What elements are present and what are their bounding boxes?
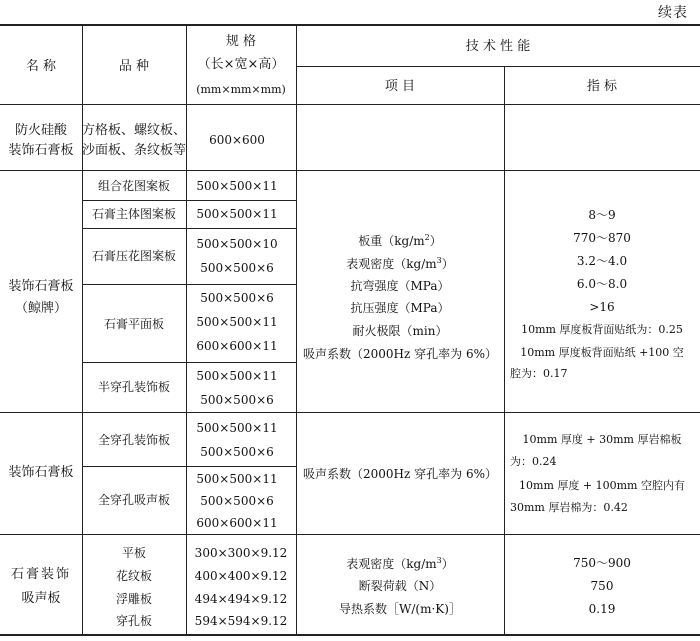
continued-label: 续表 [658, 5, 688, 21]
header-name: 名 称 [25, 59, 57, 74]
whale-spec: 600×600×11 [196, 339, 278, 353]
deco-index: 10mm 厚度 + 30mm 厚岩棉板 [522, 433, 682, 446]
whale-item: 吸声系数（2000Hz 穿孔率为 6%） [303, 347, 497, 361]
whale-spec: 500×500×6 [200, 261, 274, 275]
absorb-item-sup: 3 [436, 556, 442, 565]
absorb-variety: 花纹板 [115, 569, 153, 583]
deco-item: 吸声系数（2000Hz 穿孔率为 6%） [303, 467, 497, 481]
whale-inner-rule [82, 228, 296, 229]
header-tech: 技 术 性 能 [465, 39, 531, 54]
whale-item: 抗弯强度（MPa） [350, 279, 450, 293]
absorb-item-text: 表观密度（kg/m [346, 557, 437, 571]
deco-spec: 500×500×6 [200, 494, 274, 508]
whale-variety: 石膏平面板 [103, 317, 165, 331]
whale-item-text: 表观密度（kg/m [346, 257, 437, 271]
table-top-rule [0, 24, 700, 26]
whale-spec: 500×500×6 [200, 291, 274, 305]
header-index: 指 标 [586, 79, 618, 94]
whale-name-line2: （鲸牌） [14, 301, 68, 316]
absorb-item [346, 557, 454, 570]
whale-item [346, 257, 454, 270]
absorb-item: 断裂荷载（N） [358, 579, 442, 593]
absorb-variety: 穿孔板 [115, 614, 153, 628]
deco-index: 30mm 厚岩棉为：0.42 [510, 501, 628, 514]
whale-index: 10mm 厚度板背面贴纸为：0.25 [521, 323, 683, 336]
whale-variety: 组合花图案板 [97, 179, 171, 193]
deco-variety: 全穿孔吸声板 [97, 493, 171, 507]
whale-item-tail: ） [441, 257, 454, 271]
absorb-item-tail: ） [441, 557, 454, 571]
deco-spec: 500×500×11 [196, 421, 278, 435]
col-rule-2 [186, 24, 187, 634]
whale-index: 3.2～4.0 [576, 254, 628, 268]
header-variety: 品 种 [118, 59, 150, 74]
header-spec-dims: （长×宽×高） [197, 57, 285, 72]
deco-variety: 全穿孔装饰板 [97, 433, 171, 447]
row-rule-deco [0, 534, 700, 535]
whale-index: 6.0～8.0 [576, 277, 628, 291]
whale-index: >16 [589, 300, 615, 314]
whale-inner-rule [82, 200, 296, 201]
whale-index: 8～9 [588, 208, 616, 222]
absorb-index: 0.19 [588, 602, 616, 616]
whale-variety: 石膏主体图案板 [91, 207, 177, 221]
whale-index: 腔为：0.17 [510, 367, 568, 380]
deco-spec: 500×500×6 [200, 445, 274, 459]
row-rule-whale [0, 412, 700, 413]
absorb-spec: 400×400×9.12 [194, 569, 288, 583]
whale-item-text: 板重（kg/m [358, 234, 425, 248]
deco-spec: 500×500×11 [196, 472, 278, 486]
whale-spec: 500×500×6 [200, 393, 274, 407]
whale-spec: 500×500×11 [196, 207, 278, 221]
whale-inner-rule [82, 362, 296, 363]
whale-item: 抗压强度（MPa） [350, 301, 450, 315]
whale-item: 耐火极限（min） [352, 324, 448, 338]
deco-index: 10mm 厚度 + 100mm 空腔内有 [519, 479, 685, 492]
fire-variety-line1: 方格板、螺纹板、 [81, 123, 187, 138]
fire-name-line1: 防火硅酸 [14, 123, 68, 138]
header-item: 项 目 [384, 79, 416, 94]
whale-spec: 500×500×11 [196, 179, 278, 193]
absorb-spec: 494×494×9.12 [194, 592, 288, 606]
col-rule-1 [82, 24, 83, 634]
whale-spec: 500×500×11 [196, 315, 278, 329]
fire-variety-line2: 沙面板、条纹板等 [81, 143, 187, 158]
whale-spec: 500×500×10 [196, 237, 278, 251]
col-rule-3 [296, 24, 297, 634]
whale-inner-rule [82, 284, 296, 285]
absorb-variety: 平板 [121, 546, 147, 560]
absorb-spec: 300×300×9.12 [194, 546, 288, 560]
absorb-name-line1: 石膏装饰 [10, 567, 72, 582]
whale-item-tail: ） [429, 234, 442, 248]
absorb-index: 750 [590, 579, 614, 593]
col-rule-4 [504, 66, 505, 634]
whale-index: 770～870 [573, 231, 631, 245]
header-spec-unit: (mm×mm×mm) [196, 83, 286, 96]
whale-item-sup: 3 [436, 256, 442, 265]
whale-item [358, 234, 442, 247]
whale-variety: 半穿孔装饰板 [97, 380, 171, 394]
fire-spec: 600×600 [209, 133, 265, 147]
absorb-variety: 浮雕板 [115, 592, 153, 606]
absorb-index: 750～900 [573, 556, 631, 570]
absorb-item: 导热系数［W/(m·K)］ [339, 602, 461, 616]
deco-inner-rule [82, 466, 296, 467]
header-sub-rule [296, 66, 700, 67]
absorb-spec: 594×594×9.12 [194, 614, 288, 628]
whale-spec: 500×500×11 [196, 369, 278, 383]
table-bottom-rule [0, 634, 700, 636]
absorb-name-line2: 吸声板 [21, 591, 61, 606]
header-bottom-rule [0, 104, 700, 105]
row-rule-fire [0, 170, 700, 171]
whale-name-line1: 装饰石膏板 [8, 279, 74, 294]
deco-index: 为：0.24 [510, 455, 557, 468]
deco-spec: 600×600×11 [196, 516, 278, 530]
whale-variety: 石膏压花图案板 [91, 249, 177, 263]
deco-name: 装饰石膏板 [8, 465, 74, 480]
fire-name-line2: 装饰石膏板 [8, 143, 74, 158]
whale-index: 10mm 厚度板背面贴纸 +100 空 [520, 346, 684, 359]
header-spec-title: 规 格 [225, 34, 257, 49]
whale-item-sup: 2 [424, 233, 430, 242]
